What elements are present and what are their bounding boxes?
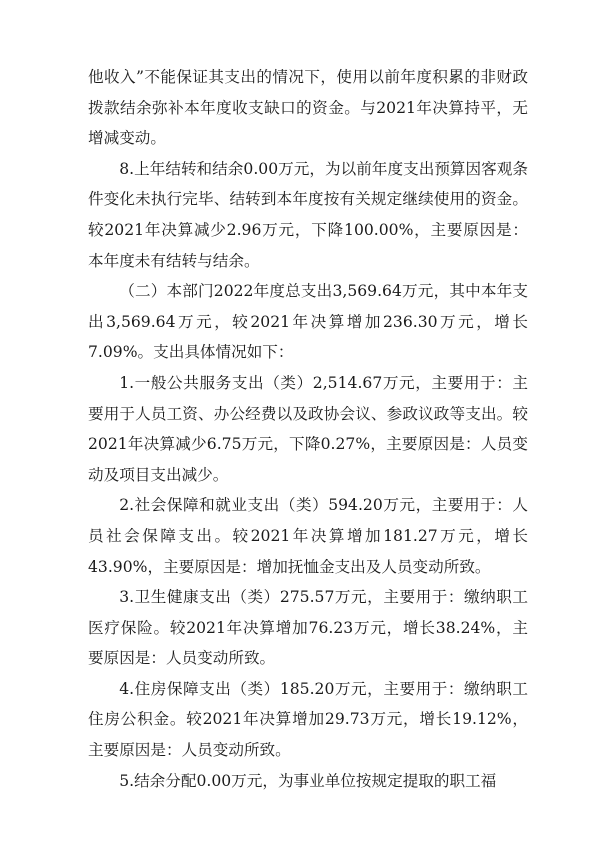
document-page xyxy=(88,62,528,796)
paragraph-item-8-carryover: 8.上年结转和结余0.00万元，为以前年度支出预算因客观条件变化未执行完毕、结转到本年度按有关规定继续使用的资金。较2021年决算减少2.96万元，下降100.00%，主要原因是：本年度未有结转与结余。 xyxy=(88,159,528,270)
paragraph-section-total-expenditure: （二）本部门2022年度总支出3,569.64万元，其中本年支出3,569.64万元，较2021年决算增加236.30万元，增长7.09%。支出具体情况如下： xyxy=(88,282,528,362)
paragraph-item-1-public-services: 1.一般公共服务支出（类）2,514.67万元，主要用于：主要用于人员工资、办公经费以及政协会议、参政议政等支出。较2021年决算减少6.75万元，下降0.27%，主要原因是：人员变动及项目支出减少。 xyxy=(88,373,528,484)
paragraph-continuation: 他收入”不能保证其支出的情况下，使用以前年度积累的非财政拨款结余弥补本年度收支缺口的资金。与2021年决算持平，无增减变动。 xyxy=(88,68,528,148)
paragraph-item-2-social-security: 2.社会保障和就业支出（类）594.20万元，主要用于：人员社会保障支出。较2021年决算增加181.27万元，增长43.90%，主要原因是：增加抚恤金支出及人员变动所致。 xyxy=(88,496,528,576)
paragraph-item-3-health: 3.卫生健康支出（类）275.57万元，主要用于：缴纳职工医疗保险。较2021年决算增加76.23万元，增长38.24%，主要原因是：人员变动所致。 xyxy=(88,588,528,668)
paragraph-item-5-surplus: 5.结余分配0.00万元，为事业单位按规定提取的职工福 xyxy=(119,771,497,790)
paragraph-item-4-housing: 4.住房保障支出（类）185.20万元，主要用于：缴纳职工住房公积金。较2021年决算增加29.73万元，增长19.12%，主要原因是：人员变动所致。 xyxy=(88,679,528,760)
